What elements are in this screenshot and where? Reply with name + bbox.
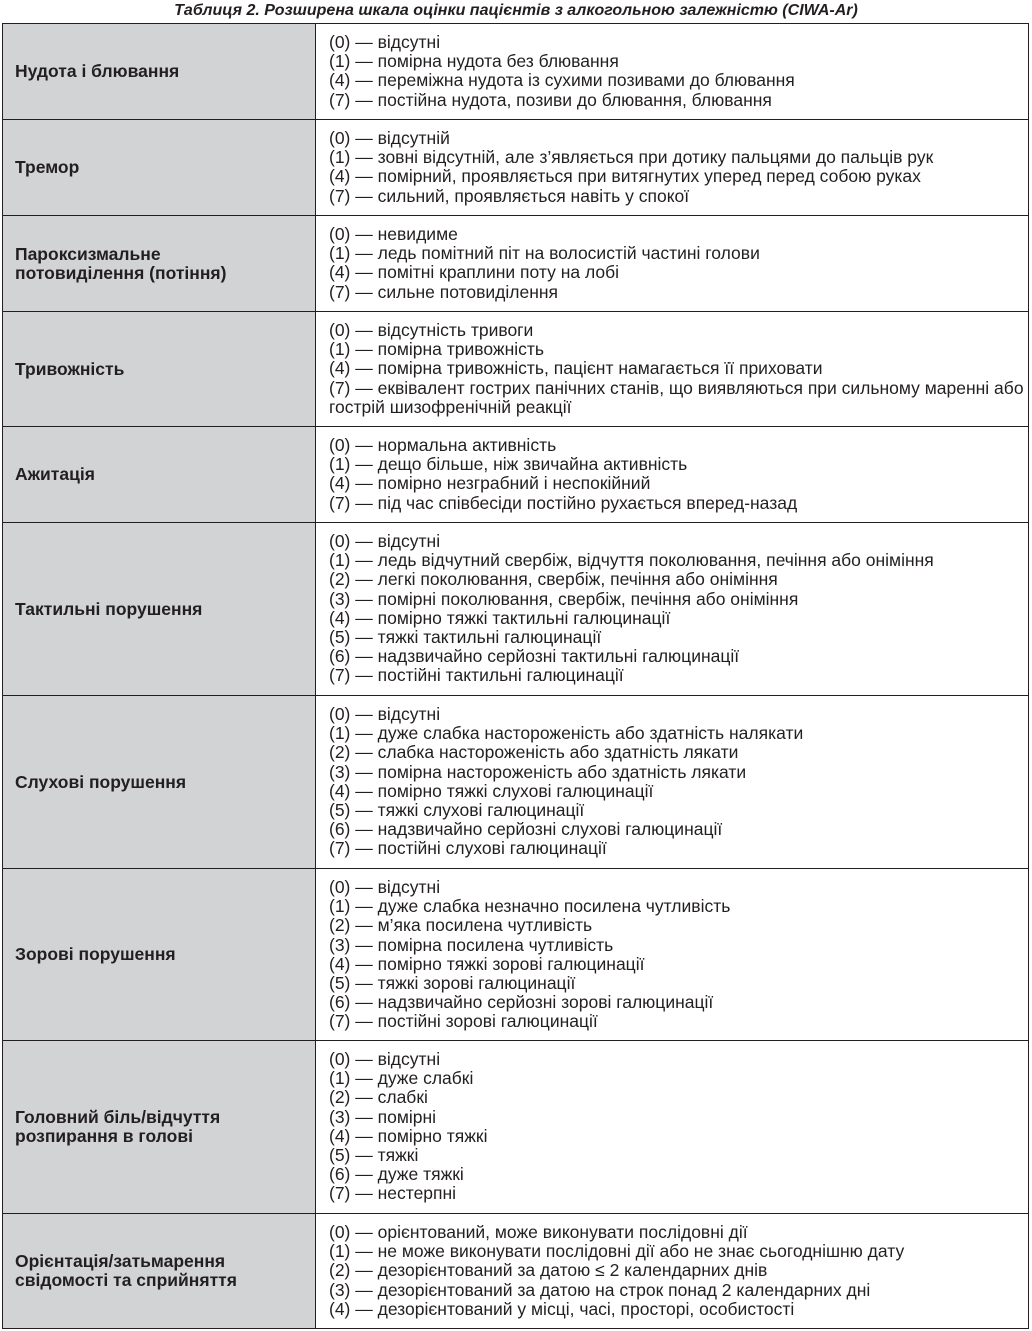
scale-item: (4) — дезорієнтований у місці, часі, просторі, особистості <box>329 1298 795 1319</box>
parameter-cell: Тривожність <box>3 312 316 427</box>
table-row <box>3 1041 1029 1214</box>
scale-item: (4) — помірно тяжкі слухові галюцинації <box>329 780 654 801</box>
scale-item: (1) — помірна нудота без блювання <box>329 51 619 72</box>
scale-item: (7) — постійна нудота, позиви до блювання, блювання <box>329 89 772 110</box>
table-row <box>3 216 1029 312</box>
scale-item: (2) — дезорієнтований за датою ≤ 2 календарних днів <box>329 1260 768 1281</box>
scale-item: (7) — сильний, проявляється навіть у спокої <box>329 185 690 206</box>
scale-item: (4) — помірно незграбний і неспокійний <box>329 473 651 494</box>
parameter-cell: Тремор <box>3 120 316 216</box>
table-row <box>3 1214 1029 1329</box>
scale-item: (0) — нормальна активність <box>329 435 557 455</box>
table-row <box>3 696 1029 869</box>
scale-item: (4) — помірна тривожність, пацієнт намагається її приховати <box>329 358 823 379</box>
scale-item: (1) — помірна тривожність <box>329 339 545 360</box>
scale-item: (2) — легкі поколювання, свербіж, печіння або оніміння <box>329 569 778 590</box>
scale-item: (1) — ледь відчутний свербіж, відчуття поколювання, печіння або оніміння <box>329 550 934 571</box>
table-row <box>3 120 1029 216</box>
scale-item: (7) — постійні тактильні галюцинації <box>329 665 624 686</box>
scale-item: (3) — помірна посилена чутливість <box>329 934 614 955</box>
scale-cell <box>316 1214 1029 1329</box>
scale-item: (2) — м’яка посилена чутливість <box>329 915 593 936</box>
table-body <box>3 24 1029 1329</box>
scale-item: (7) — під час співбесіди постійно рухається вперед-назад <box>329 492 798 513</box>
scale-item: (4) — помірно тяжкі зорові галюцинації <box>329 953 645 974</box>
scale-cell <box>316 120 1029 216</box>
scale-item: (1) — зовні відсутній, але з’являється при дотику пальцями до пальців рук <box>329 147 934 168</box>
scale-cell <box>316 427 1029 523</box>
scale-item: (5) — тяжкі <box>329 1145 419 1166</box>
scale-item: (0) — невидиме <box>329 224 458 244</box>
ciwa-ar-table <box>2 23 1029 1329</box>
scale-item: (4) — помітні краплини поту на лобі <box>329 262 620 283</box>
scale-item: (1) — ледь помітний піт на волосистій частині голови <box>329 243 760 264</box>
scale-item: (3) — помірні поколювання, свербіж, печіння або оніміння <box>329 588 799 609</box>
scale-item: (3) — дезорієнтований за датою на строк понад 2 календарних дні <box>329 1279 871 1300</box>
scale-item: (7) — еквівалент гострих панічних станів, що виявляються при сильному маренні або гострій шизофренічній реакції <box>329 377 1024 417</box>
scale-item: (1) — дещо більше, ніж звичайна активність <box>329 454 688 475</box>
parameter-cell: Пароксизмальне потовиділення (потіння) <box>3 216 316 312</box>
parameter-cell: Тактильні порушення <box>3 523 316 696</box>
scale-item: (0) — відсутні <box>329 704 441 724</box>
scale-item: (4) — помірно тяжкі <box>329 1125 488 1146</box>
scale-item: (2) — слабка настороженість або здатність лякати <box>329 742 739 763</box>
parameter-cell: Головний біль/відчуття розпирання в голові <box>3 1041 316 1214</box>
scale-item: (6) — надзвичайно серйозні слухові галюцинації <box>329 819 723 840</box>
scale-item: (2) — слабкі <box>329 1087 428 1108</box>
scale-item: (3) — помірні <box>329 1106 437 1127</box>
scale-cell <box>316 312 1029 427</box>
scale-item: (0) — відсутні <box>329 877 441 897</box>
scale-item: (5) — тяжкі слухові галюцинації <box>329 800 585 821</box>
scale-item: (7) — сильне потовиділення <box>329 281 559 302</box>
scale-cell <box>316 523 1029 696</box>
parameter-cell: Зорові порушення <box>3 869 316 1041</box>
table-row <box>3 523 1029 696</box>
table-caption: Таблиця 2. Розширена шкала оцінки пацієнтів з алкогольною залежністю (CIWA-Ar) <box>174 2 858 19</box>
scale-item: (0) — відсутність тривоги <box>329 320 534 340</box>
parameter-cell: Орієнтація/затьмарення свідомості та сприйняття <box>3 1214 316 1329</box>
scale-item: (4) — помірно тяжкі тактильні галюцинації <box>329 607 671 628</box>
parameter-cell: Нудота і блювання <box>3 24 316 120</box>
scale-cell <box>316 869 1029 1041</box>
parameter-cell: Ажитація <box>3 427 316 523</box>
scale-item: (1) — дуже слабка незначно посилена чутливість <box>329 896 731 917</box>
scale-cell <box>316 24 1029 120</box>
scale-item: (1) — дуже слабкі <box>329 1068 474 1089</box>
scale-item: (0) — відсутній <box>329 128 450 148</box>
scale-item: (6) — надзвичайно серйозні зорові галюцинації <box>329 992 714 1013</box>
scale-item: (7) — постійні зорові галюцинації <box>329 1011 598 1032</box>
table-row <box>3 312 1029 427</box>
scale-item: (0) — відсутні <box>329 1049 441 1069</box>
scale-cell <box>316 216 1029 312</box>
scale-item: (5) — тяжкі зорові галюцинації <box>329 973 576 994</box>
scale-item: (0) — відсутні <box>329 531 441 551</box>
scale-item: (4) — помірний, проявляється при витягнутих уперед перед собою руках <box>329 166 921 187</box>
scale-item: (7) — нестерпні <box>329 1183 457 1204</box>
table-row <box>3 427 1029 523</box>
table-row <box>3 24 1029 120</box>
scale-item: (1) — дуже слабка настороженість або здатність налякати <box>329 723 804 744</box>
scale-item: (5) — тяжкі тактильні галюцинації <box>329 627 602 648</box>
scale-item: (3) — помірна настороженість або здатність лякати <box>329 761 747 782</box>
parameter-cell: Слухові порушення <box>3 696 316 869</box>
scale-cell <box>316 696 1029 869</box>
scale-item: (0) — орієнтований, може виконувати послідовні дії <box>329 1222 748 1242</box>
scale-item: (1) — не може виконувати послідовні дії або не знає сьогоднішню дату <box>329 1241 905 1262</box>
scale-item: (4) — переміжна нудота із сухими позивами до блювання <box>329 70 795 91</box>
scale-item: (0) — відсутні <box>329 32 441 52</box>
table-row <box>3 869 1029 1041</box>
scale-item: (6) — дуже тяжкі <box>329 1164 464 1185</box>
scale-item: (6) — надзвичайно серйозні тактильні галюцинації <box>329 646 740 667</box>
scale-item: (7) — постійні слухові галюцинації <box>329 838 607 859</box>
scale-cell <box>316 1041 1029 1214</box>
